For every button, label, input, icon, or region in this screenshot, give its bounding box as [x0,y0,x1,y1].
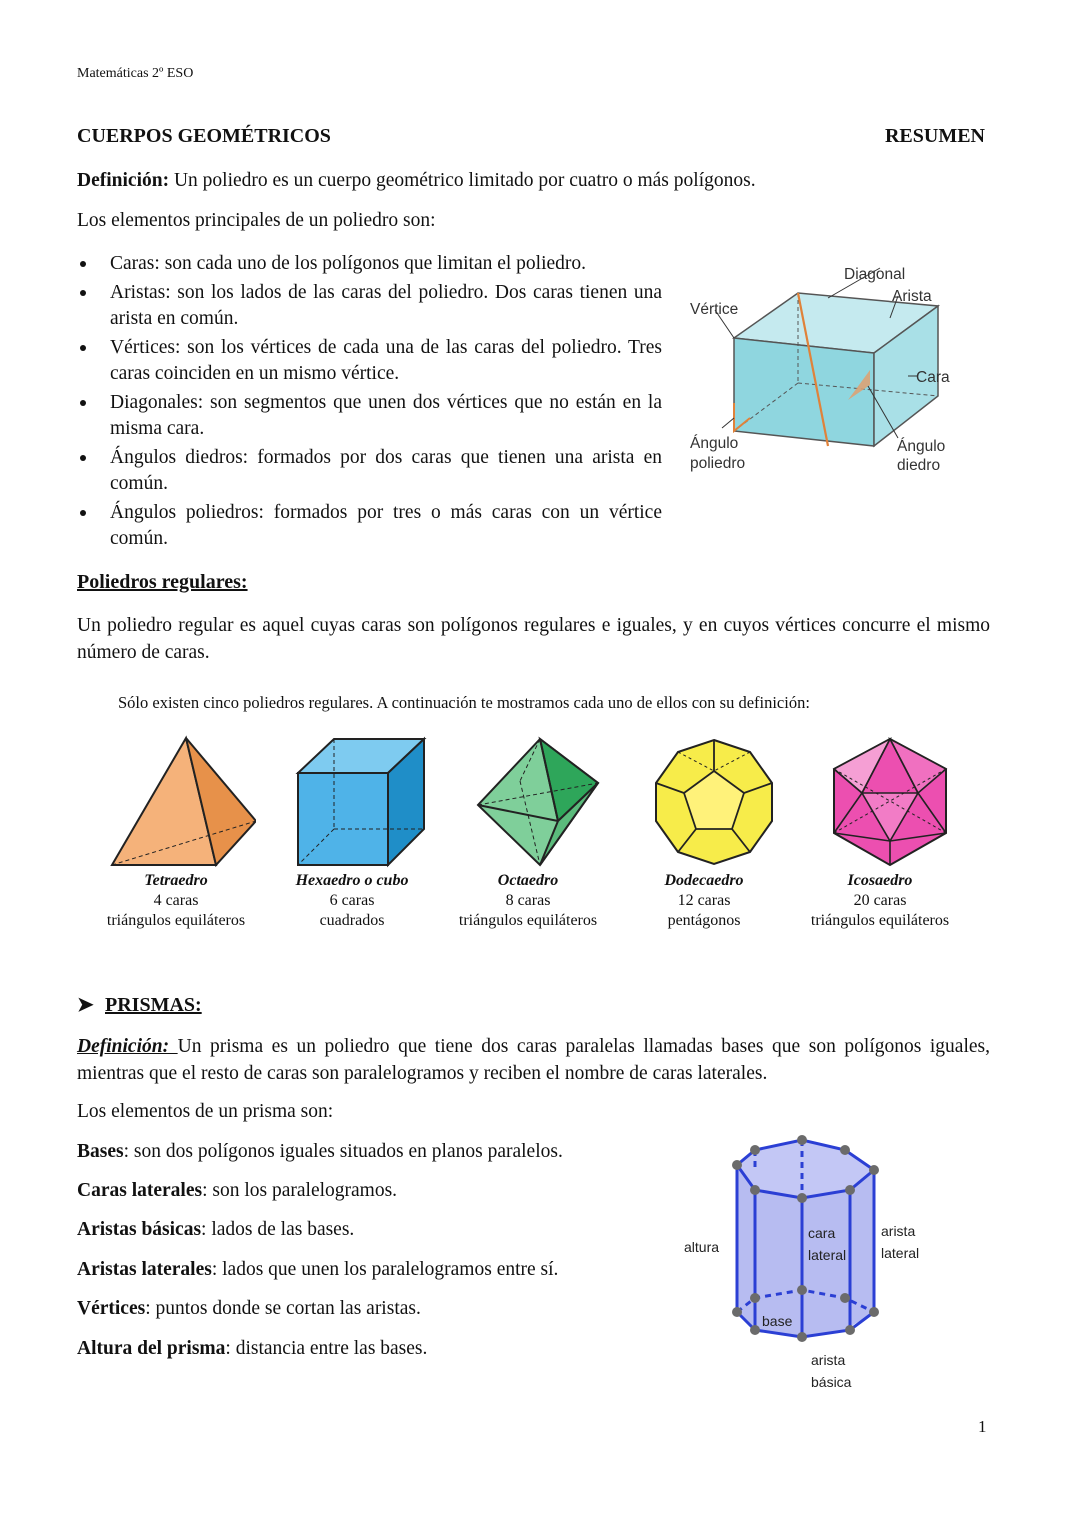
regular-polyhedra-title: Poliedros regulares: [77,571,248,593]
page-header-course: Matemáticas 2º ESO [77,66,194,81]
polyhedron-elements-figure [680,258,970,483]
solid-faces: 20 caras [853,892,907,909]
term: Altura del prisma [77,1338,226,1359]
prism-element-caras-laterales [77,1180,397,1202]
prism-definition [77,1033,990,1087]
element-angulos-diedros: Ángulos diedros: formados por dos caras que tienen una arista en común. [77,445,662,497]
solid-faces: 12 caras [677,892,731,909]
solid-icosaedro [790,733,970,931]
solid-faces: 4 caras [153,892,199,909]
solid-name: Tetraedro [144,872,208,889]
element-angulos-poliedros: Ángulos poliedros: formados por tres o más caras con un vértice común. [77,500,662,552]
solid-hexaedro [262,733,442,931]
term: Caras laterales [77,1180,203,1201]
solid-face-type: pentágonos [667,912,741,929]
label-vertice: Vértice [690,301,739,318]
solid-tetraedro [86,733,266,931]
desc: : lados que unen los paralelogramos entre sí. [211,1259,559,1280]
desc: : lados de las bases. [201,1219,355,1240]
label-arista-basica-2: básica [811,1374,852,1390]
label-cara: cara [808,1225,836,1241]
term: Vértices [77,1298,146,1319]
element-aristas: Aristas: son los lados de las caras del poliedro. Dos caras tienen una arista en común. [77,280,662,332]
prism-definition-label: Definición: [77,1036,178,1057]
prism-figure [680,1130,940,1395]
term: Bases [77,1141,124,1162]
element-vertices: Vértices: son los vértices de cada una de las caras del poliedro. Tres caras coinciden en un mismo vértice. [77,335,662,387]
label-arista-lateral-1: arista [881,1223,916,1239]
label-arista: Arista [892,288,932,305]
solid-face-type: triángulos equiláteros [810,912,950,929]
desc: : son dos polígonos iguales situados en planos paralelos. [123,1141,563,1162]
solid-name: Dodecaedro [664,872,744,889]
element-caras: Caras: son cada uno de los polígonos que limitan el poliedro. [77,251,662,277]
cube-front-face [734,338,874,446]
prism-definition-text: Un prisma es un poliedro que tiene dos caras paralelas llamadas bases que son polígonos iguales, mientras que el resto de caras son paralelogramos y reciben el nombre de caras laterales. [77,1036,990,1084]
term: Aristas básicas [77,1219,202,1240]
polyhedron-definition [77,167,1037,194]
page-number: 1 [978,1417,987,1436]
desc: : distancia entre las bases. [225,1338,428,1359]
label-altura: altura [684,1239,720,1255]
label-diagonal: Diagonal [844,266,906,283]
definition-text: Un poliedro es un cuerpo geométrico limitado por cuatro o más polígonos. [169,170,756,191]
solid-name: Hexaedro o cubo [295,872,409,889]
elements-list [77,251,662,555]
label-base: base [762,1313,793,1329]
prism-element-aristas-laterales [77,1259,558,1281]
icosaedro-figure [800,733,960,869]
label-lateral: lateral [808,1247,847,1263]
term: Aristas laterales [77,1259,212,1280]
desc: : puntos donde se cortan las aristas. [145,1298,421,1319]
prism-element-vertices [77,1298,421,1320]
label-angulo-poliedro-1: Ángulo [690,435,739,452]
tetraedro-figure [96,733,256,869]
label-arista-basica-1: arista [811,1352,846,1368]
page-title: CUERPOS GEOMÉTRICOS [77,125,331,147]
solid-face-type: triángulos equiláteros [106,912,246,929]
solid-face-type: cuadrados [319,912,385,929]
dodecaedro-figure [624,733,784,869]
label-arista-lateral-2: lateral [881,1245,920,1261]
desc: : son los paralelogramos. [202,1180,398,1201]
solid-faces: 8 caras [505,892,551,909]
solid-octaedro [438,733,618,931]
regular-polyhedra-caption: Sólo existen cinco poliedros regulares. A continuación te mostramos cada uno de ellos con su definición: [118,693,810,712]
hexaedro-figure [272,733,432,869]
prisms-heading-label: PRISMAS: [105,994,202,1016]
definition-label: Definición: [77,170,170,191]
label-cara: Cara [916,369,950,386]
label-angulo-diedro-2: diedro [897,457,941,474]
label-angulo-poliedro-2: poliedro [690,455,746,472]
solid-face-type: triángulos equiláteros [458,912,598,929]
label-angulo-diedro-1: Ángulo [897,438,946,455]
prism-elements-intro: Los elementos de un prisma son: [77,1101,334,1122]
solid-faces: 6 caras [329,892,375,909]
solid-name: Icosaedro [847,872,913,889]
elements-intro: Los elementos principales de un poliedro son: [77,210,436,231]
prism-element-aristas-basicas [77,1219,354,1241]
prism-element-bases [77,1141,563,1163]
arrow-bullet-icon: ➤ [77,994,94,1016]
prism-element-altura [77,1338,427,1360]
summary-label: RESUMEN [884,125,985,147]
solid-name: Octaedro [497,872,559,889]
element-diagonales: Diagonales: son segmentos que unen dos vértices que no están en la misma cara. [77,390,662,442]
prisms-heading [77,992,202,1017]
solid-dodecaedro [614,733,794,931]
regular-polyhedra-text: Un poliedro regular es aquel cuyas caras son polígonos regulares e iguales, y en cuyos vértices concurre el mismo número de caras. [77,615,990,663]
octaedro-figure [448,733,608,869]
